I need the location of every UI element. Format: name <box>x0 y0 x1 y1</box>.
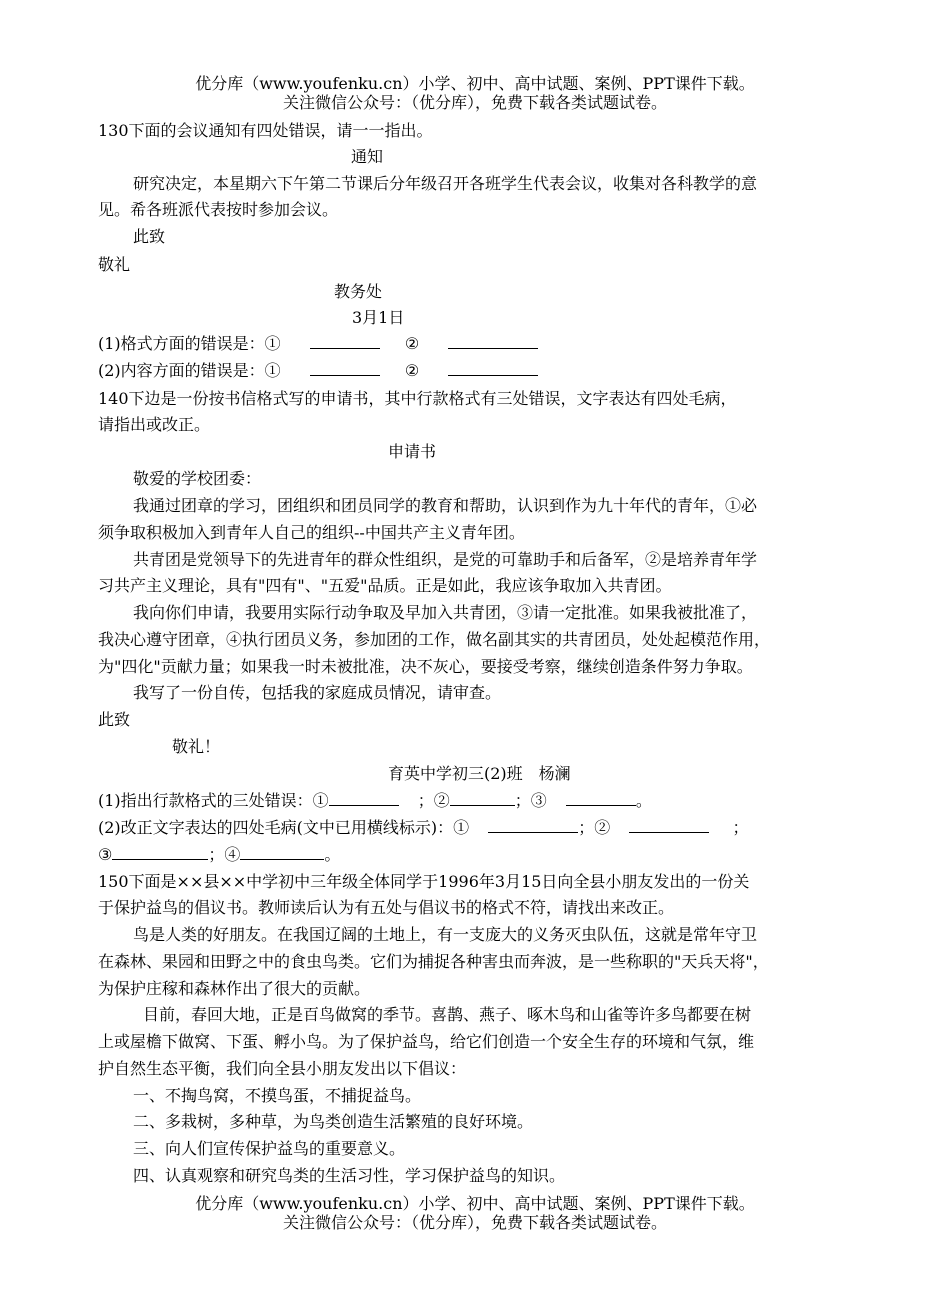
q14-application-title: 申请书 <box>388 442 437 461</box>
answer-end: 。 <box>324 845 341 864</box>
q14-salutation: 敬爱的学校团委： <box>133 469 262 488</box>
q15-proposal-item: 四、认真观察和研究鸟类的生活习性，学习保护益鸟的知识。 <box>133 1166 566 1185</box>
answer-blank[interactable] <box>240 845 324 860</box>
q13-body-line: 见。希各班派代表按时参加会议。 <box>98 200 339 219</box>
answer-blank[interactable] <box>329 791 399 806</box>
q13-answer-label: (1)格式方面的错误是：① <box>98 334 281 353</box>
footer-line-2: 关注微信公众号：（优分库），免费下载各类试题试卷。 <box>282 1213 667 1232</box>
q14-answer-wording <box>98 818 748 838</box>
answer-blank[interactable] <box>450 791 515 806</box>
q15-prompt: 于保护益鸟的倡议书。教师读后认为有五处与倡议书的格式不符，请找出来改正。 <box>98 898 675 917</box>
q14-para-line: 共青团是党领导下的先进青年的群众性组织，是党的可靠助手和后备军，②是培养青年学 <box>133 550 758 569</box>
q15-para-line: 上或屋檐下做窝、下蛋、孵小鸟。为了保护益鸟，给它们创造一个安全生存的环境和气氛，维 <box>98 1032 755 1051</box>
q15-para-line: 在森林、果园和田野之中的食虫鸟类。它们为捕捉各种害虫而奔波，是一些称职的"天兵天将"， <box>98 952 769 971</box>
answer-blank[interactable] <box>448 334 538 349</box>
circled-number: ③ <box>98 845 113 864</box>
q15-prompt: 150下面是××县××中学初中三年级全体同学于1996年3月15日向全县小朋友发出的一份关 <box>98 872 750 891</box>
q13-notice-title: 通知 <box>351 147 384 166</box>
q14-para-line: 我向你们申请，我要用实际行动争取及早加入共青团，③请一定批准。如果我被批准了， <box>133 603 758 622</box>
answer-blank[interactable] <box>310 334 380 349</box>
q14-closing: 此致 <box>98 710 131 729</box>
footer-line-1: 优分库（www.youfenku.cn）小学、初中、高中试题、案例、PPT课件下载。 <box>195 1194 755 1213</box>
q15-proposal-item: 二、多栽树，多种草，为鸟类创造生活繁殖的良好环境。 <box>133 1112 534 1131</box>
q14-para-line: 须争取积极加入到青年人自己的组织--中国共产主义青年团。 <box>98 523 525 542</box>
q13-answer-label: (2)内容方面的错误是：① <box>98 361 281 380</box>
q14-para-line: 为"四化"贡献力量；如果我一时未被批准，决不灰心，要接受考察，继续创造条件努力争取。 <box>98 657 753 676</box>
q14-prompt: 请指出或改正。 <box>98 415 211 434</box>
answer-end: 。 <box>635 791 652 810</box>
answer-blank[interactable] <box>629 818 709 833</box>
answer-separator: ；② <box>578 818 611 837</box>
q13-body-line: 研究决定，本星期六下午第二节课后分年级召开各班学生代表会议，收集对各科教学的意 <box>133 174 758 193</box>
answer-blank[interactable] <box>566 791 636 806</box>
q15-proposal-item: 三、向人们宣传保护益鸟的重要意义。 <box>133 1139 406 1158</box>
q14-para-line: 我通过团章的学习，团组织和团员同学的教育和帮助，认识到作为九十年代的青年，①必 <box>133 496 758 515</box>
q14-signature: 育英中学初三(2)班 杨澜 <box>388 764 571 783</box>
q15-para-line: 护自然生态平衡，我们向全县小朋友发出以下倡议： <box>98 1059 467 1078</box>
header-line-2: 关注微信公众号：（优分库），免费下载各类试题试卷。 <box>282 93 667 112</box>
q14-para-line: 我写了一份自传，包括我的家庭成员情况，请审查。 <box>133 683 502 702</box>
answer-separator: ；③ <box>514 791 547 810</box>
answer-blank[interactable] <box>448 361 538 376</box>
circled-number: ② <box>404 334 420 353</box>
q13-salute: 敬礼 <box>98 255 131 274</box>
q14-para-line: 我决心遵守团章，④执行团员义务，参加团的工作，做名副其实的共青团员，处处起模范作用， <box>98 630 771 649</box>
q13-answer-format <box>98 334 538 354</box>
q14-prompt: 140下边是一份按书信格式写的申请书，其中行款格式有三处错误，文字表达有四处毛病， <box>98 389 737 408</box>
header-line-1: 优分库（www.youfenku.cn）小学、初中、高中试题、案例、PPT课件下载。 <box>195 74 755 93</box>
q13-signature: 教务处 <box>334 282 383 301</box>
answer-blank[interactable] <box>112 845 208 860</box>
q14-answer-label: (1)指出行款格式的三处错误：① <box>98 791 329 810</box>
answer-separator: ；④ <box>208 845 241 864</box>
q13-closing: 此致 <box>133 227 166 246</box>
answer-separator: ； <box>732 818 749 837</box>
q13-date: 3月1日 <box>352 308 405 327</box>
q15-para-line: 为保护庄稼和森林作出了很大的贡献。 <box>98 979 371 998</box>
q14-salute: 敬礼！ <box>172 737 221 756</box>
answer-blank[interactable] <box>488 818 578 833</box>
q15-proposal-item: 一、不掏鸟窝，不摸鸟蛋，不捕捉益鸟。 <box>133 1086 422 1105</box>
q15-para-line: 目前，春回大地，正是百鸟做窝的季节。喜鹊、燕子、啄木鸟和山雀等许多鸟都要在树 <box>143 1005 752 1024</box>
answer-blank[interactable] <box>310 361 380 376</box>
q14-answer-format <box>98 791 652 811</box>
q14-para-line: 习共产主义理论，具有"四有"、"五爱"品质。正是如此，我应该争取加入共青团。 <box>98 576 672 595</box>
q13-answer-content <box>98 361 538 381</box>
q15-para-line: 鸟是人类的好朋友。在我国辽阔的土地上，有一支庞大的义务灭虫队伍，这就是常年守卫 <box>133 925 758 944</box>
q14-answer-label: (2)改正文字表达的四处毛病(文中已用横线标示)：① <box>98 818 470 837</box>
answer-separator: ；② <box>417 791 450 810</box>
circled-number: ② <box>404 361 420 380</box>
q13-prompt: 130下面的会议通知有四处错误，请一一指出。 <box>98 121 433 140</box>
q14-answer-wording-cont <box>98 845 340 865</box>
